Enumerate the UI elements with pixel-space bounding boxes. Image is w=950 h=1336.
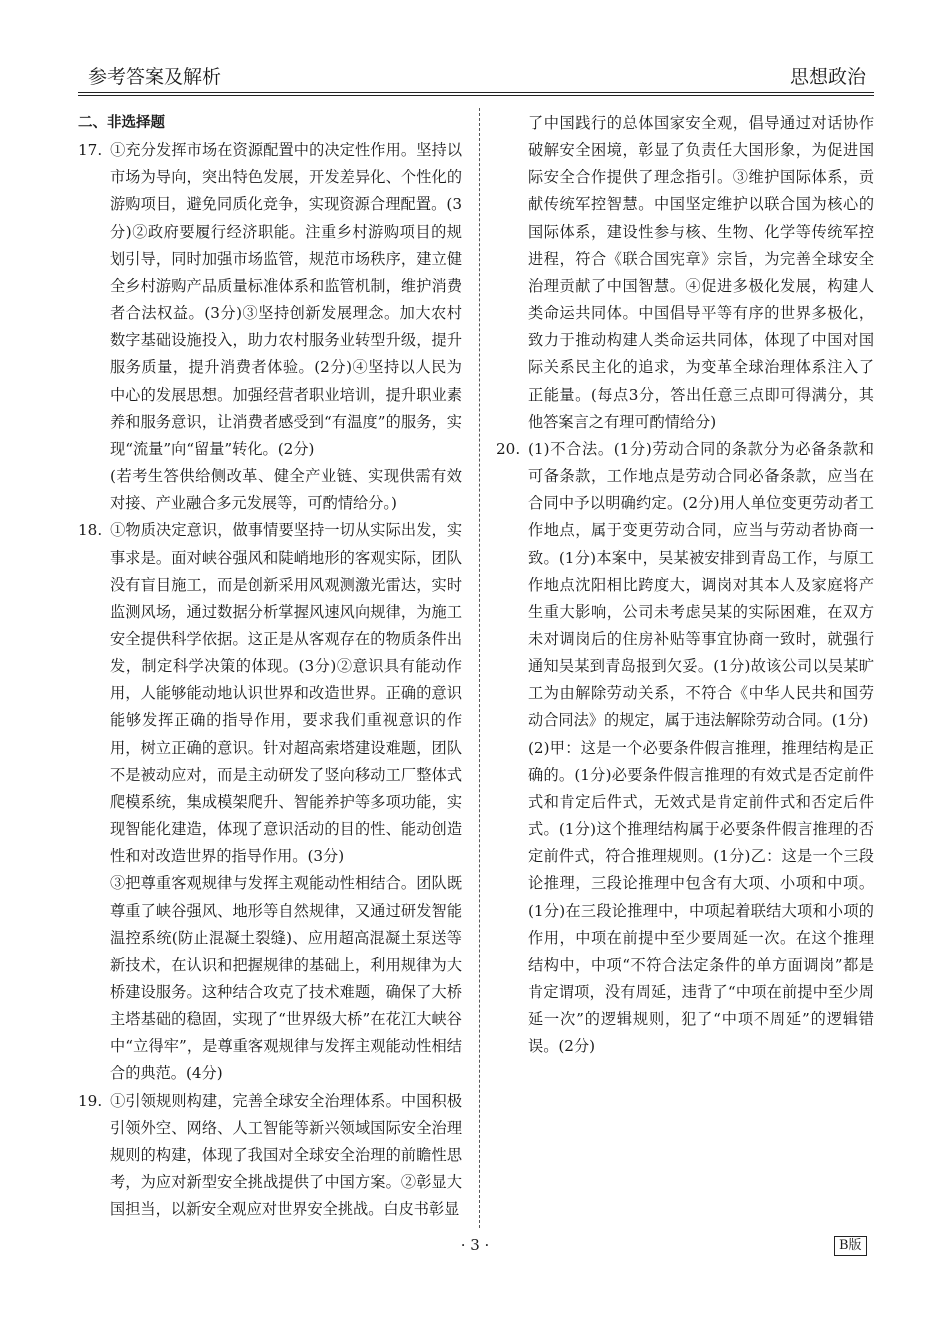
page-header (78, 58, 874, 94)
answer-text: (1)不合法。(1分)劳动合同的条款分为必备条款和可备条款，工作地点是劳动合同必备条款，应当在合同中予以明确约定。(2分)用人单位变更劳动者工作地点，属于变更劳动合同，应当与劳动者协商一致。(1分)本案中，吴某被安排到青岛工作，与原工作地点沈阳相比跨度大，调岗对其本人及家庭将产生重大影响，公司未考虑吴某的实际困难，在双方未对调岗后的住房补贴等事宜协商一致时，就强行通知吴某到青岛报到欠妥。(1分)故该公司以吴某旷工为由解除劳动关系，不符合《中华人民共和国劳动合同法》的规定，属于违法解除劳动合同。(1分) (528, 439, 874, 730)
question-18 (78, 517, 462, 870)
question-19-continued: 了中国践行的总体国家安全观，倡导通过对话协作破解安全困境，彰显了负责任大国形象，为促进国际安全合作提供了理念指引。③维护国际体系，贡献传统军控智慧。中国坚定维护以联合国为核心的国际体系，建设性参与核、生物、化学等传统军控进程，符合《联合国宪章》宗旨，为完善全球安全治理贡献了中国智慧。④促进多极化发展，构建人类命运共同体。中国倡导平等有序的世界多极化，致力于推动构建人类命运共同体，体现了中国对国际关系民主化的追求，为变革全球治理体系注入了正能量。(每点3分，答出任意三点即可得满分，其他答案言之有理可酌情给分) (528, 114, 874, 431)
version-badge: B版 (834, 1236, 867, 1256)
question-number: 17. (78, 141, 103, 160)
right-column (496, 110, 874, 1060)
question-17 (78, 137, 462, 463)
header-rule-thin (78, 95, 874, 96)
question-19 (78, 1088, 462, 1224)
answer-text: ①充分发挥市场在资源配置中的决定性作用。坚持以市场为导向，突出特色发展，开发差异化、个性化的游购项目，避免同质化竞争，实现资源合理配置。(3分)②政府要履行经济职能。注重乡村游购项目的规划引导，同时加强市场监管，规范市场秩序，建立健全乡村游购产品质量标准体系和监管机制，维护消费者合法权益。(3分)③坚持创新发展理念。加大农村数字基础设施投入，助力农村服务业转型升级，提升服务质量，提升消费者体验。(2分)④坚持以人民为中心的发展思想。加强经营者职业培训，提升职业素养和服务意识，让消费者感受到“有温度”的服务，实现“流量”向“留量”转化。(2分) (110, 141, 462, 458)
question-17-note: (若考生答供给侧改革、健全产业链、实现供需有效对接、产业融合多元发展等，可酌情给分。) (110, 467, 462, 513)
header-left-title: 参考答案及解析 (88, 66, 222, 88)
left-column (78, 110, 462, 1223)
section-title: 二、非选择题 (78, 115, 165, 131)
header-subject: 思想政治 (789, 66, 866, 88)
answer-text: ①引领规则构建，完善全球安全治理体系。中国积极引领外空、网络、人工智能等新兴领域国际安全治理规则的构建，体现了我国对全球安全治理的前瞻性思考，为应对新型安全挑战提供了中国方案。②彰显大国担当，以新安全观应对世界安全挑战。白皮书彰显 (110, 1091, 462, 1219)
column-divider (479, 108, 480, 1228)
question-number: 19. (78, 1091, 103, 1110)
question-18-point-3: ③把尊重客观规律与发挥主观能动性相结合。团队既尊重了峡谷强风、地形等自然规律，又通过研发智能温控系统(防止混凝土裂缝)、应用超高混凝土泵送等新技术，在认识和把握规律的基础上，利用规律为大桥建设服务。这种结合攻克了技术难题，确保了大桥主塔基础的稳固，实现了“世界级大桥”在花江大峡谷中“立得牢”，是尊重客观规律与发挥主观能动性相结合的典范。(4分) (110, 874, 462, 1083)
header-rule (78, 92, 874, 93)
question-number: 20. (496, 439, 521, 458)
answer-text: ①物质决定意识，做事情要坚持一切从实际出发，实事求是。面对峡谷强风和陡峭地形的客观实际，团队没有盲目施工，而是创新采用风观测激光雷达，实时监测风场，通过数据分析掌握风速风向规律，为施工安全提供科学依据。这正是从客观存在的物质条件出发，制定科学决策的体现。(3分)②意识具有能动作用，人能够能动地认识世界和改造世界。正确的意识能够发挥正确的指导作用，要求我们重视意识的作用，树立正确的意识。针对超高索塔建设难题，团队不是被动应对，而是主动研发了竖向移动工厂整体式爬模系统，集成模架爬升、智能养护等多项功能，实现智能化建造，体现了意识活动的目的性、能动创造性和对改造世界的指导作用。(3分) (110, 521, 462, 866)
page-number: · 3 · (460, 1236, 490, 1254)
question-number: 18. (78, 521, 103, 540)
question-20-part-2: (2)甲：这是一个必要条件假言推理，推理结构是正确的。(1分)必要条件假言推理的有效式是否定前件式和肯定后件式，无效式是肯定前件式和否定后件式。(1分)这个推理结构属于必要条件假言推理的否定前件式，符合推理规则。(1分)乙：这是一个三段论推理，三段论推理中包含有大项、小项和中项。(1分)在三段论推理中，中项起着联结大项和小项的作用，中项在前提中至少要周延一次。在这个推理结构中，中项“不符合法定条件的单方面调岗”都是肯定谓项，没有周延，违背了“中项在前提中至少周延一次”的逻辑规则，犯了“中项不周延”的逻辑错误。(2分) (528, 738, 874, 1056)
question-20 (496, 436, 874, 735)
